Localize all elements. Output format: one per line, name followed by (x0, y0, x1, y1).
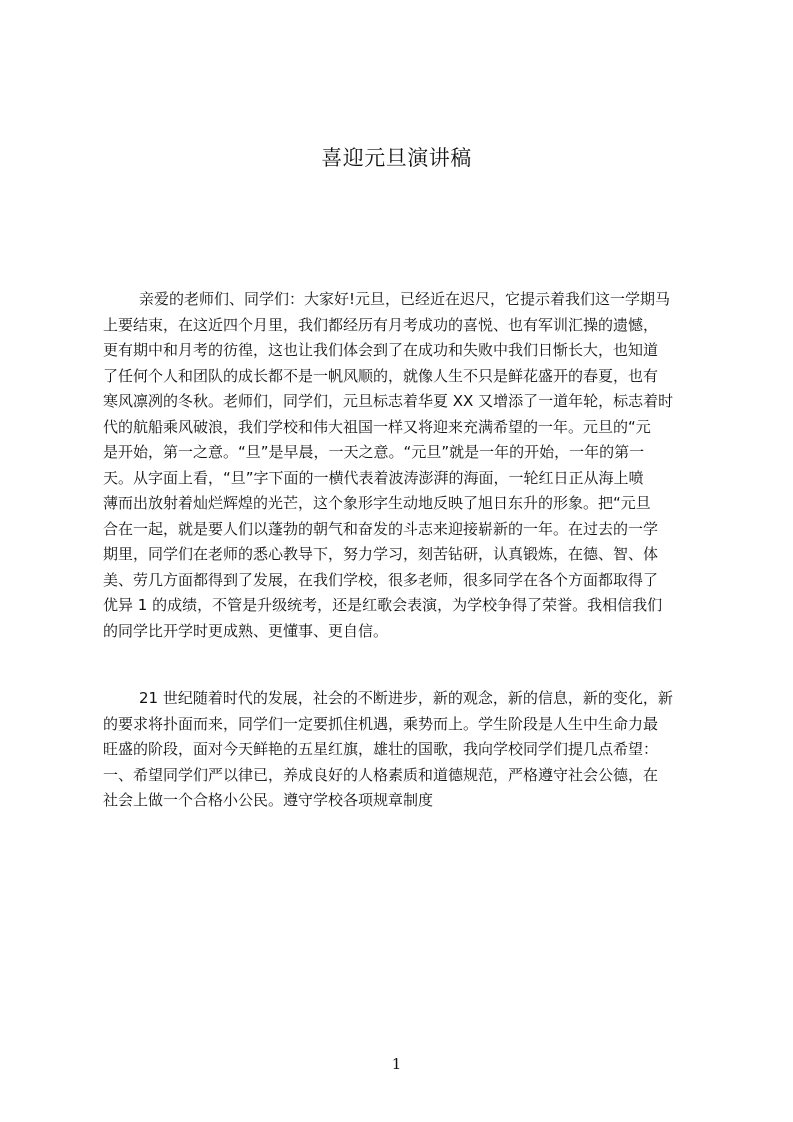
paragraph-line: 的同学比开学时更成熟、更懂事、更自信。 (103, 621, 389, 640)
paragraph-line: 期里，同学们在老师的悉心教导下，努力学习，刻苦钻研，认真锻炼，在德、智、体 (103, 545, 659, 563)
paragraph-2 (103, 686, 701, 814)
paragraph-line: 了任何个人和团队的成长都不是一帆风顺的，就像人生不只是鲜花盛开的春夏，也有 (103, 366, 659, 385)
paragraph-line: 天。从字面上看，“旦”字下面的一横代表着波涛澎湃的海面，一轮红日正从海上喷 (103, 468, 644, 487)
paragraph-line: 美、劳几方面都得到了发展，在我们学校，很多老师，很多同学在各个方面都取得了 (103, 570, 659, 589)
paragraph-line: 寒风凛冽的冬秋。老师们，同学们，元旦标志着华夏 XX 又增添了一道年轮，标志着时 (103, 392, 674, 410)
paragraph-line: 旺盛的阶段，面对今天鲜艳的五星红旗，雄壮的国歌，我向学校同学们提几点希望： (103, 740, 659, 758)
paragraph-line: 亲爱的老师们、同学们：大家好!元旦，已经近在迟尺，它提示着我们这一学期马 (139, 290, 671, 308)
document-title: 喜迎元旦演讲稿 (321, 146, 472, 170)
page-number: 1 (391, 1055, 402, 1073)
paragraph-line: 上要结束，在这近四个月里，我们都经历有月考成功的喜悦、也有军训汇操的遗憾， (103, 315, 659, 334)
paragraph-line: 更有期中和月考的彷徨，这也让我们体会到了在成功和失败中我们日惭长大，也知道 (103, 341, 659, 359)
paragraph-line: 是开始，第一之意。“旦”是早晨，一天之意。“元旦”就是一年的开始，一年的第一 (103, 443, 645, 461)
paragraph-line: 的要求将扑面而来，同学们一定要抓住机遇，乘势而上。学生阶段是人生中生命力最 (103, 714, 659, 733)
paragraph-line: 优异 1 的成绩，不管是升级统考，还是红歌会表演，为学校争得了荣誉。我相信我们 (103, 596, 663, 614)
paragraph-line: 合在一起，就是要人们以蓬勃的朝气和奋发的斗志来迎接崭新的一年。在过去的一学 (103, 519, 659, 538)
paragraph-line: 一、希望同学们严以律已，养成良好的人格素质和道德规范，严格遵守社会公德，在 (103, 765, 659, 784)
paragraph-line: 代的航船乘风破浪，我们学校和伟大祖国一样又将迎来充满希望的一年。元旦的“元 (103, 417, 651, 436)
paragraph-line: 薄而出放射着灿烂辉煌的光芒，这个象形字生动地反映了旭日东升的形象。把“元旦 (103, 494, 651, 512)
paragraph-line: 21 世纪随着时代的发展，社会的不断进步，新的观念，新的信息，新的变化，新 (139, 689, 673, 707)
paragraph-line: 社会上做一个合格小公民。遵守学校各项规章制度 (103, 791, 434, 809)
paragraph-1 (103, 287, 701, 644)
